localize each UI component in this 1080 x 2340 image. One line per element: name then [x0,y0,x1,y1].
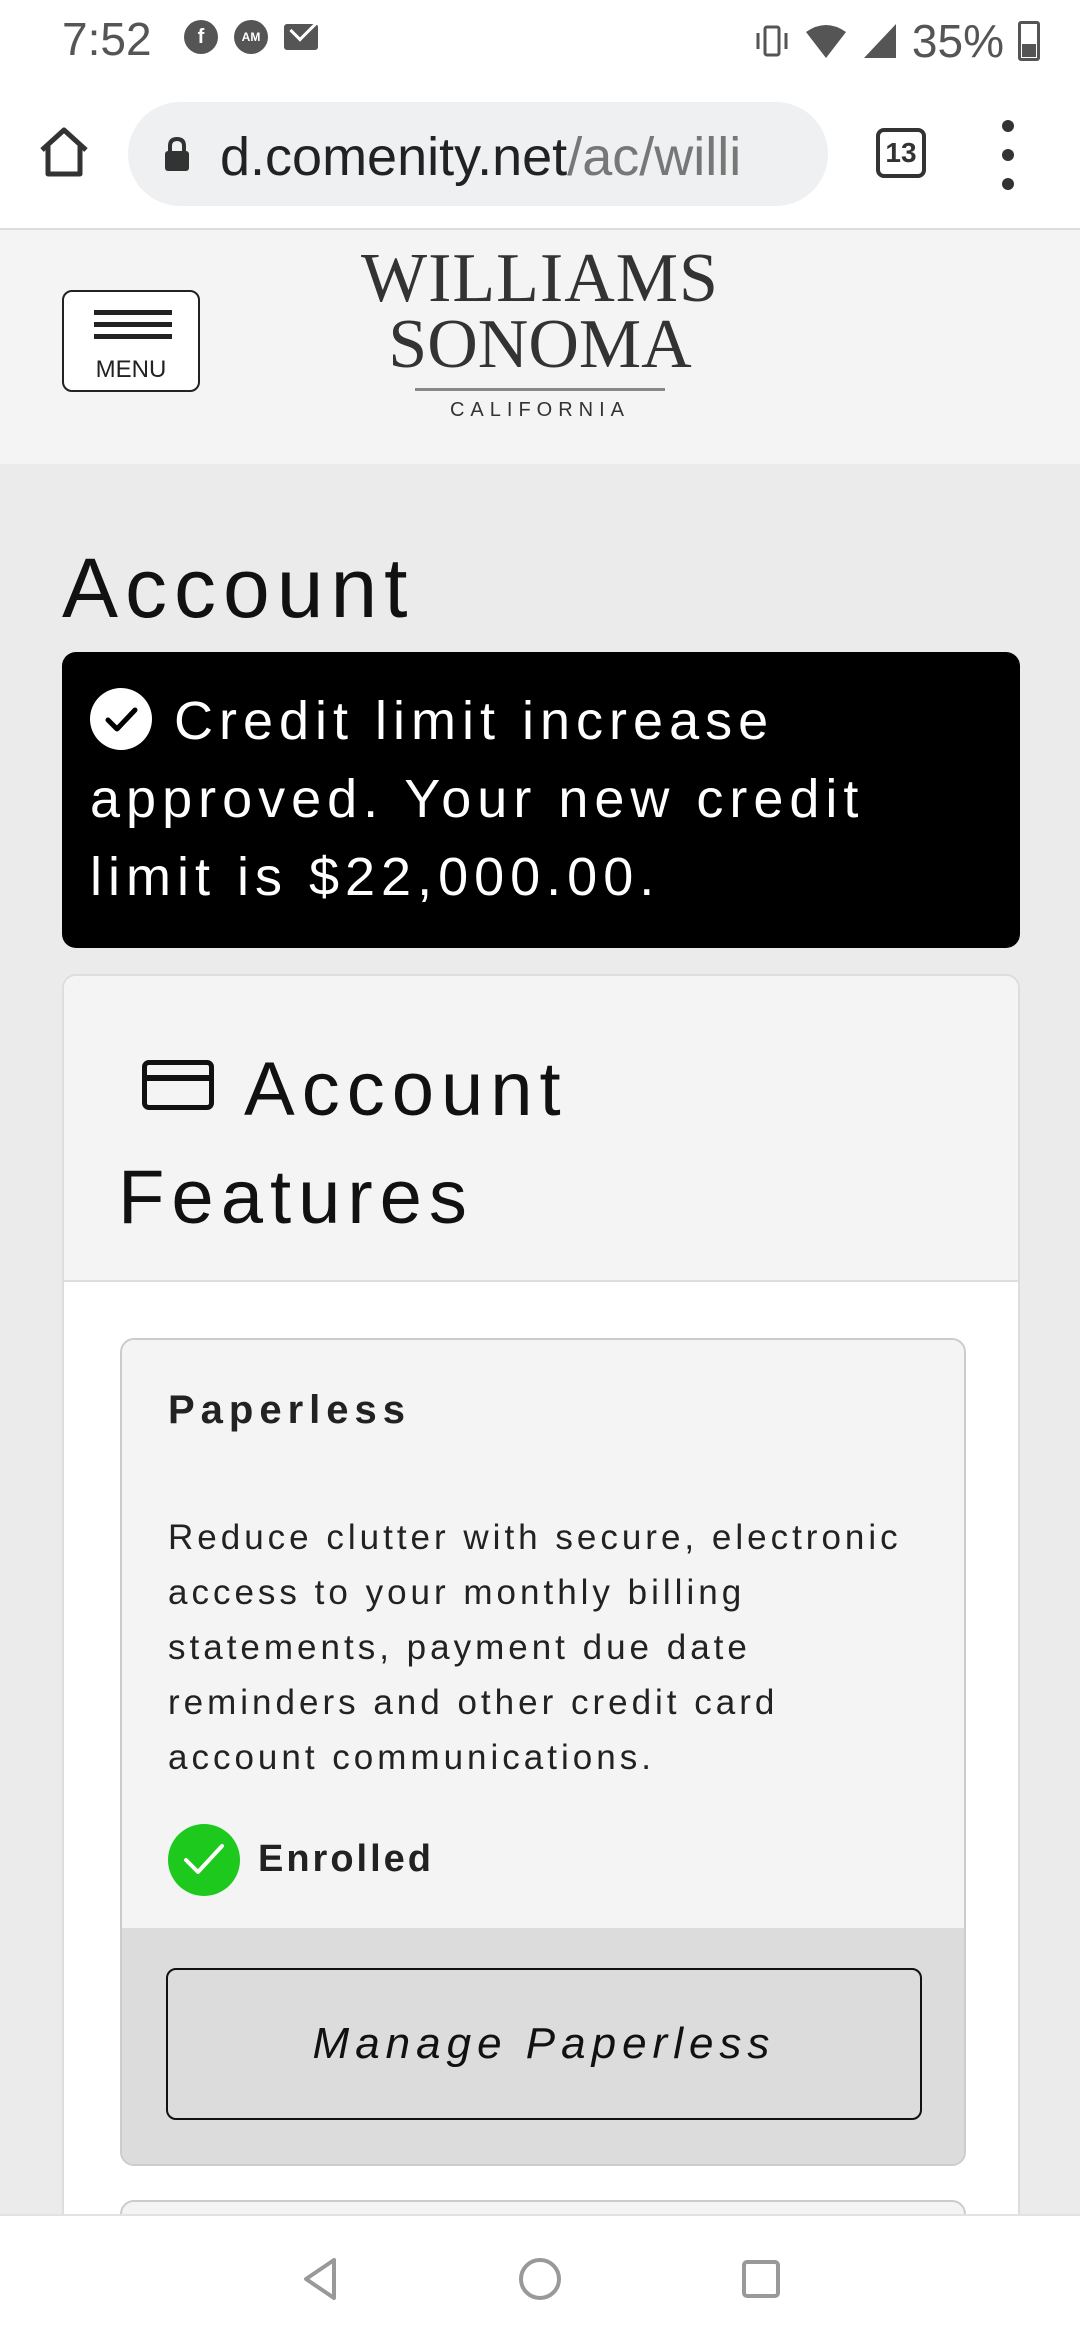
manage-paperless-button[interactable]: Manage Paperless [166,1968,922,2120]
account-features-title: Account Features [118,1047,568,1240]
system-nav-bar [0,2214,1080,2340]
status-time: 7:52 [62,13,152,65]
address-bar[interactable] [128,102,828,206]
credit-limit-alert [62,652,1020,948]
recent-apps-icon[interactable] [742,2260,780,2298]
home-icon[interactable] [34,122,94,182]
enrolled-check-icon [168,1824,240,1896]
lock-icon [162,136,192,172]
account-features-card [62,974,1020,2340]
williams-sonoma-logo[interactable]: WILLIAMS SONOMA CALIFORNIA [361,240,719,421]
facebook-icon: f [184,20,218,54]
browser-toolbar [0,80,1080,230]
page-title: Account [62,541,415,635]
battery-percent: 35% [911,15,1004,67]
signal-icon [862,22,898,60]
site-header [0,230,1080,464]
system-icons [754,14,1040,68]
wifi-icon [804,22,848,60]
menu-button[interactable] [62,290,200,392]
home-nav-icon[interactable] [519,2258,561,2300]
hamburger-icon [94,310,172,346]
status-bar [0,0,1080,80]
enrolled-status: Enrolled [258,1838,435,1880]
paperless-description: Reduce clutter with secure, electronic access to your monthly billing statements, payment due date reminders and other credit card account communications. [168,1518,902,1777]
tab-switcher-button[interactable]: 13 [876,128,926,178]
menu-label: MENU [95,356,167,383]
paperless-title: Paperless [168,1388,412,1432]
account-features-header [64,976,1018,1282]
amex-icon: AM [234,20,268,54]
mail-icon [284,24,318,50]
battery-icon [1018,21,1040,61]
url-host: d.comenity.net [220,127,568,187]
url-path: /ac/willi [567,127,742,187]
more-options-icon[interactable] [996,120,1020,190]
paperless-footer [122,1928,964,2166]
back-icon[interactable] [300,2256,340,2302]
paperless-card [120,1338,966,2166]
notification-icons [184,20,318,54]
vibrate-icon [754,21,790,61]
alert-message: Credit limit increase approved. Your new credit limit is $22,000.00. [90,691,865,907]
url-text[interactable] [220,126,810,188]
